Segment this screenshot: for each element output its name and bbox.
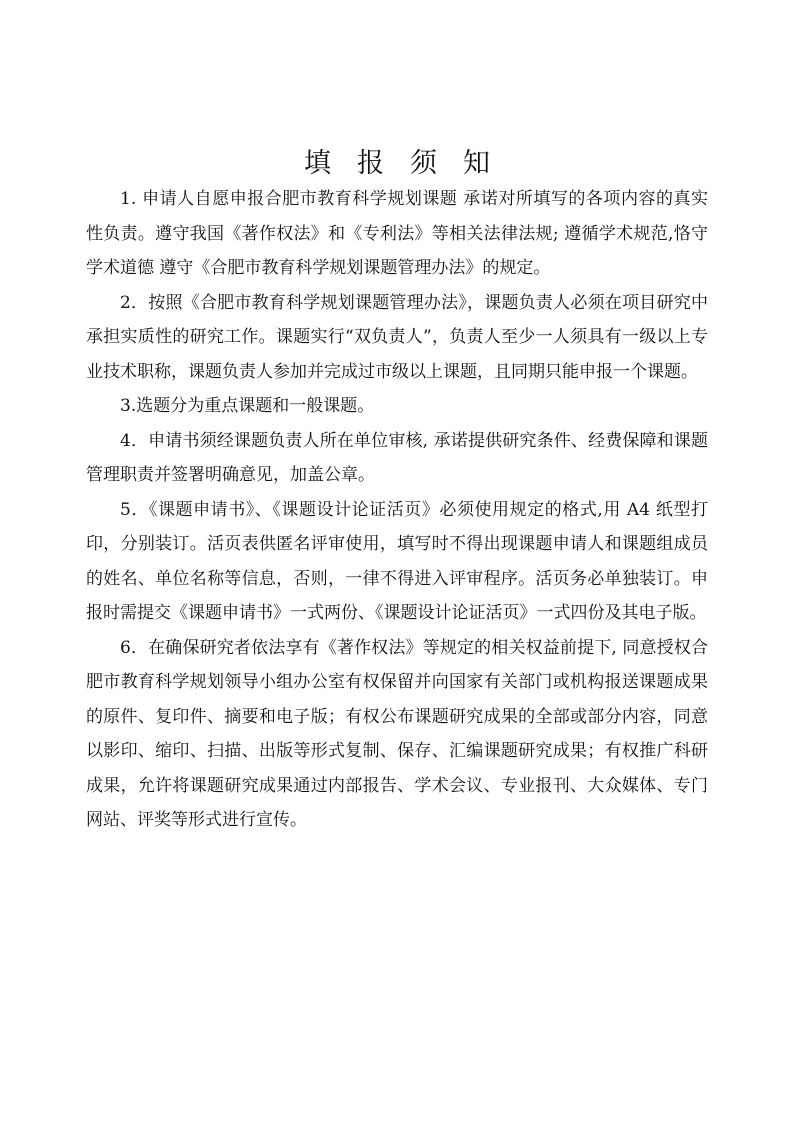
instruction-paragraph-6: 6．在确保研究者依法享有《著作权法》等规定的相关权益前提下, 同意授权合肥市教育科学规划领导小组办公室有权保留并向国家有关部门或机构报送课题成果的原件、复印件、摘要和电子版；有权公布课题研究成果的全部或部分内容，同意以影印、缩印、扫描、出版等形式复制、保存、汇编课题研究成果；有权推广科研成果，允许将课题研究成果通过内部报告、学术会议、专业报刊、大众媒体、专门网站、评奖等形式进行宣传。 [86, 637, 708, 830]
instructions-body [86, 182, 708, 838]
instruction-paragraph-4: 4．申请书须经课题负责人所在单位审核, 承诺提供研究条件、经费保障和课题管理职责并签署明确意见，加盖公章。 [86, 430, 708, 485]
page-title: 填报须知 [304, 148, 516, 180]
instruction-paragraph-3: 3.选题分为重点课题和一般课题。 [120, 396, 375, 416]
instruction-paragraph-1: 1. 申请人自愿申报合肥市教育科学规划课题 承诺对所填写的各项内容的真实性负责。遵守我国《著作权法》和《专利法》等相关法律法规; 遵循学术规范,恪守学术道德 遵守《合肥市教育科学规划课题管理办法》的规定。 [86, 189, 708, 278]
instruction-paragraph-2: 2．按照《合肥市教育科学规划课题管理办法》，课题负责人必须在项目研究中承担实质性的研究工作。课题实行“双负责人”，负责人至少一人须具有一级以上专业技术职称，课题负责人参加并完成过市级以上课题，且同期只能申报一个课题。 [86, 292, 708, 382]
instruction-paragraph-5: 5．《课题申请书》、《课题设计论证活页》必须使用规定的格式,用 A4 纸型打印，分别装订。活页表供匿名评审使用，填写时不得出现课题申请人和课题组成员的姓名、单位名称等信息，否则，一律不得进入评审程序。活页务必单独装订。申报时需提交《课题申请书》一式两份、《课题设计论证活页》一式四份及其电子版。 [86, 499, 708, 623]
